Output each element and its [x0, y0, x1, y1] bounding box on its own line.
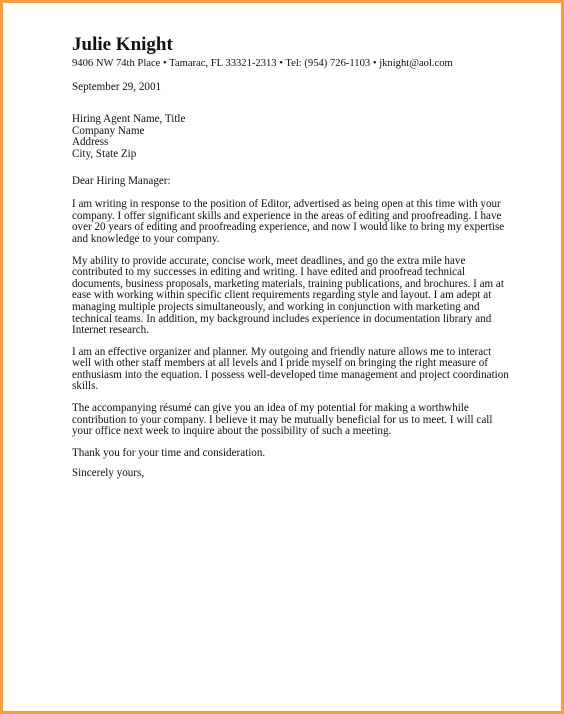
letter-date: September 29, 2001	[72, 80, 162, 93]
closing-line: Thank you for your time and consideration.	[72, 446, 266, 459]
recipient-address: Address	[72, 136, 109, 149]
sender-contact-line: 9406 NW 74th Place • Tamarac, FL 33321-2313 • Tel: (954) 726-1103 • jknight@aol.com	[72, 58, 453, 69]
signoff: Sincerely yours,	[72, 467, 145, 480]
sender-name: Julie Knight	[72, 34, 173, 55]
recipient-name-title: Hiring Agent Name, Title	[72, 113, 186, 126]
letter-body	[72, 35, 512, 480]
recipient-company: Company Name	[72, 124, 145, 137]
body-paragraph-3: I am an effective organizer and planner. My outgoing and friendly nature allows me to interact well with other staff members at all levels and I pride myself on bringing the right measure of enthusiasm into the equation. I possess well-developed time management and project coordination skills.	[72, 345, 509, 393]
salutation: Dear Hiring Manager:	[72, 174, 171, 187]
body-paragraph-2: My ability to provide accurate, concise work, meet deadlines, and go the extra mile have contributed to my successes in editing and writing. I have edited and proofread technical documents, business proposals, marketing materials, training publications, and brochures. I am at ease with working within specific client requirements regarding style and layout. I am adept at managing multiple projects simultaneously, and working in conjunction with marketing and technical teams. In addition, my background includes experience in documentation library and Internet research.	[72, 254, 504, 337]
body-paragraph-1: I am writing in response to the position of Editor, advertised as being open at this time with your company. I offer significant skills and experience in the areas of editing and proofreading. I have over 20 years of editing and proofreading experience, and now I would like to bring my expertise and knowledge to your company.	[72, 198, 505, 245]
recipient-address-block	[72, 114, 512, 160]
body-paragraph-4: The accompanying résumé can give you an idea of my potential for making a worthwhile contribution to your company. I believe it may be mutually beneficial for us to meet. I will call your office next week to inquire about the possibility of such a meeting.	[72, 402, 493, 438]
recipient-city-state-zip: City, State Zip	[72, 147, 137, 160]
